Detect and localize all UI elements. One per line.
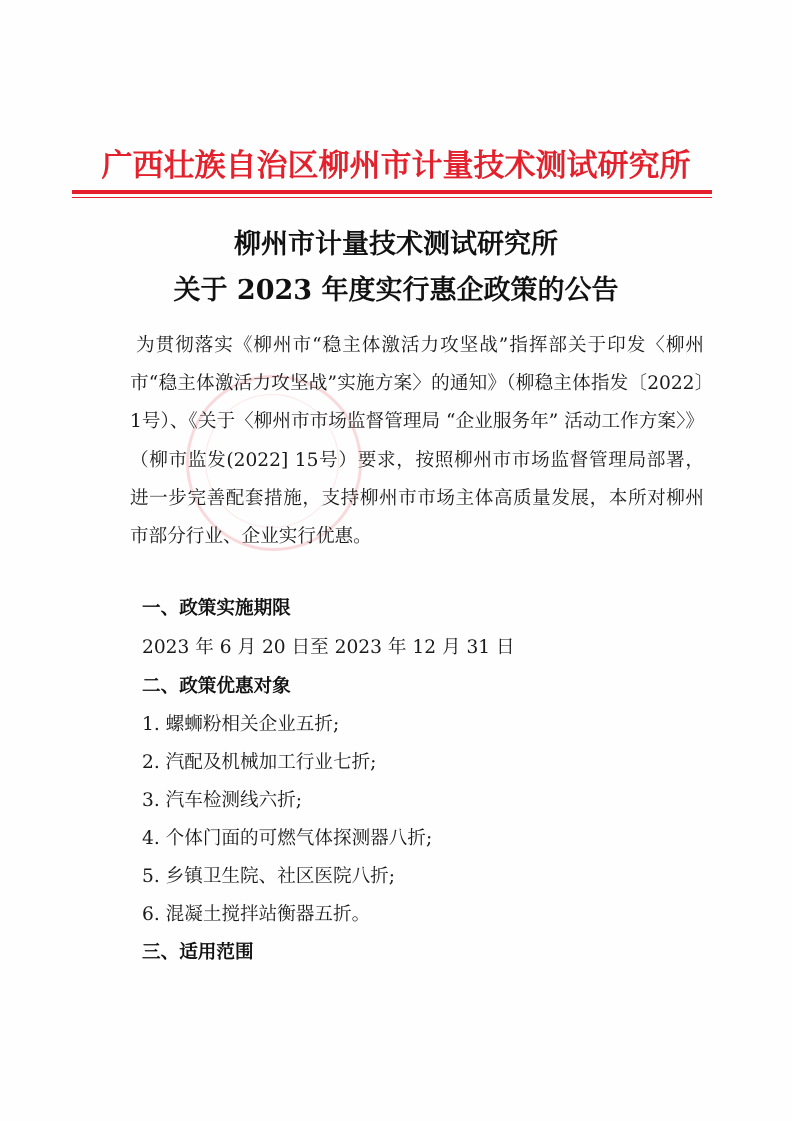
letterhead-rule-thick xyxy=(72,190,712,194)
document-title-line-2: 关于 2023 年度实行惠企政策的公告 xyxy=(173,275,619,306)
letterhead-rule-thin xyxy=(72,197,712,198)
section-heading-scope: 三、适用范围 xyxy=(142,942,254,963)
target-item: 4. 个体门面的可燃气体探测器八折; xyxy=(142,828,433,849)
target-item: 1. 螺蛳粉相关企业五折; xyxy=(142,714,340,735)
policy-period: 2023 年 6 月 20 日至 2023 年 12 月 31 日 xyxy=(142,637,515,658)
letterhead-title: 广西壮族自治区柳州市计量技术测试研究所 xyxy=(101,148,691,184)
section-heading-period: 一、政策实施期限 xyxy=(142,598,291,619)
target-item: 3. 汽车检测线六折; xyxy=(142,790,303,811)
intro-paragraph-text: 为贯彻落实《柳州市“稳主体激活力攻坚战”指挥部关于印发〈柳州市“稳主体激活力攻坚战”实施方案〉的通知》（柳稳主体指发〔2022〕1号）、《关于〈柳州市市场监督管理局 “企业服务年” 活动工作方案〉》（柳市监发(2022] 15号）要求，按照柳州市市场监督管理局部署，进一步完善配套措施，支持柳州市市场主体高质量发展，本所对柳州市部分行业、企业实行优惠。 xyxy=(130,335,704,548)
section-heading-targets: 二、政策优惠对象 xyxy=(142,676,291,697)
target-item: 6. 混凝土搅拌站衡器五折。 xyxy=(142,904,371,925)
intro-paragraph xyxy=(130,327,704,556)
document-title-line-1: 柳州市计量技术测试研究所 xyxy=(234,229,558,260)
target-item: 2. 汽配及机械加工行业七折; xyxy=(142,752,377,773)
target-item: 5. 乡镇卫生院、社区医院八折; xyxy=(142,866,396,887)
